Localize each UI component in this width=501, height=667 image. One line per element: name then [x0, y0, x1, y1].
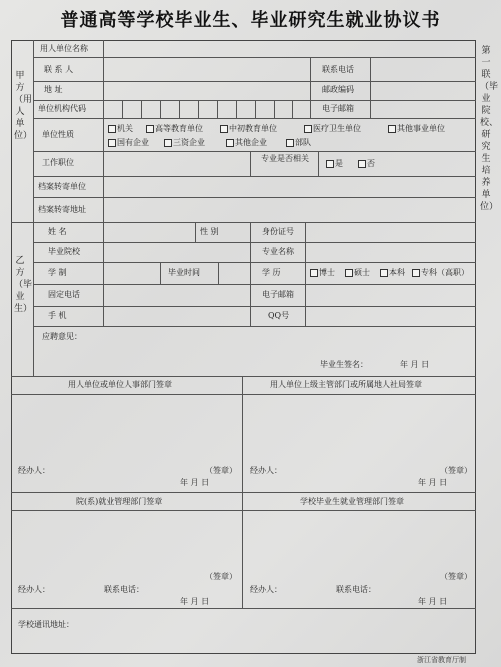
box1-date: 年 月 日 — [180, 478, 210, 487]
label-landline: 固定电话 — [48, 290, 80, 299]
label-opinion: 应聘意见： — [42, 332, 82, 341]
option-other-public[interactable]: 其他事业单位 — [388, 124, 445, 134]
label-major: 专业名称 — [262, 247, 294, 256]
label-contact: 联 系 人 — [44, 65, 74, 74]
option-yes[interactable]: 是 — [326, 159, 343, 169]
label-unit-name: 用人单位名称 — [40, 44, 88, 53]
box3-phone: 联系电话： — [104, 585, 144, 594]
option-no[interactable]: 否 — [358, 159, 375, 169]
box4-title: 学校毕业生就业管理部门签章 — [300, 497, 404, 506]
label-archive-address: 档案转寄地址 — [38, 205, 86, 214]
box4-phone: 联系电话： — [336, 585, 376, 594]
label-signature: 毕业生签名： — [320, 360, 368, 369]
option-foreign[interactable]: 三资企业 — [164, 138, 205, 148]
label-school: 毕业院校 — [48, 247, 80, 256]
box4-date: 年 月 日 — [418, 597, 448, 606]
box1-title: 用人单位或单位人事部门签章 — [68, 380, 172, 389]
label-postcode: 邮政编码 — [322, 85, 354, 94]
box1-handler: 经办人： — [18, 466, 50, 475]
box3-handler: 经办人： — [18, 585, 50, 594]
option-college[interactable]: 专科（高职） — [412, 268, 469, 278]
label-schooling: 学 制 — [48, 268, 67, 277]
box1-seal: （签章） — [205, 466, 237, 475]
label-qq: QQ号 — [268, 311, 290, 320]
label-mobile: 手 机 — [48, 311, 67, 320]
option-bachelor[interactable]: 本科 — [380, 268, 405, 278]
box2-handler: 经办人： — [250, 466, 282, 475]
side-label-copy: 第一联（毕业院校、研究生培养单位） — [480, 46, 499, 212]
label-contact-phone: 联系电话 — [322, 65, 354, 74]
option-master[interactable]: 硕士 — [345, 268, 370, 278]
option-state-owned[interactable]: 国有企业 — [108, 138, 149, 148]
label-sign-date: 年 月 日 — [400, 360, 430, 369]
label-email-b: 电子邮箱 — [262, 290, 294, 299]
option-medical[interactable]: 医疗卫生单位 — [304, 124, 361, 134]
side-label-party-a: 甲方（用人单位） — [14, 71, 33, 141]
box3-title: 院(系)就业管理部门签章 — [76, 497, 163, 506]
label-name: 姓 名 — [48, 227, 67, 236]
side-label-party-b: 乙方（毕业生） — [14, 256, 33, 314]
option-agency[interactable]: 机关 — [108, 124, 133, 134]
label-grad-time: 毕业时间 — [168, 268, 200, 277]
school-address-label: 学校通讯地址： — [18, 620, 74, 629]
option-primary-edu[interactable]: 中初教育单位 — [220, 124, 277, 134]
issuer: 浙江省教育厅制 — [417, 656, 466, 664]
option-other-enterprise[interactable]: 其他企业 — [226, 138, 267, 148]
box4-handler: 经办人： — [250, 585, 282, 594]
box3-seal: （签章） — [205, 572, 237, 581]
option-army[interactable]: 部队 — [286, 138, 311, 148]
label-job-title: 工作职位 — [42, 158, 74, 167]
label-degree: 学 历 — [262, 268, 281, 277]
box3-date: 年 月 日 — [180, 597, 210, 606]
label-unit-type: 单位性质 — [42, 130, 74, 139]
box2-date: 年 月 日 — [418, 478, 448, 487]
page-title: 普通高等学校毕业生、毕业研究生就业协议书 — [60, 10, 441, 31]
label-archive-unit: 档案转寄单位 — [38, 182, 86, 191]
option-doctor[interactable]: 博士 — [310, 268, 335, 278]
box4-seal: （签章） — [440, 572, 472, 581]
label-email: 电子邮箱 — [322, 104, 354, 113]
label-major-related: 专业是否相关 — [261, 154, 309, 163]
option-higher-edu[interactable]: 高等教育单位 — [146, 124, 203, 134]
label-address: 地 址 — [44, 85, 63, 94]
label-id-no: 身份证号 — [262, 227, 294, 236]
label-gender: 性 别 — [200, 227, 219, 236]
label-org-code: 单位机构代码 — [38, 104, 86, 113]
box2-title: 用人单位上级主管部门或所属地人社局签章 — [270, 380, 422, 389]
box2-seal: （签章） — [440, 466, 472, 475]
